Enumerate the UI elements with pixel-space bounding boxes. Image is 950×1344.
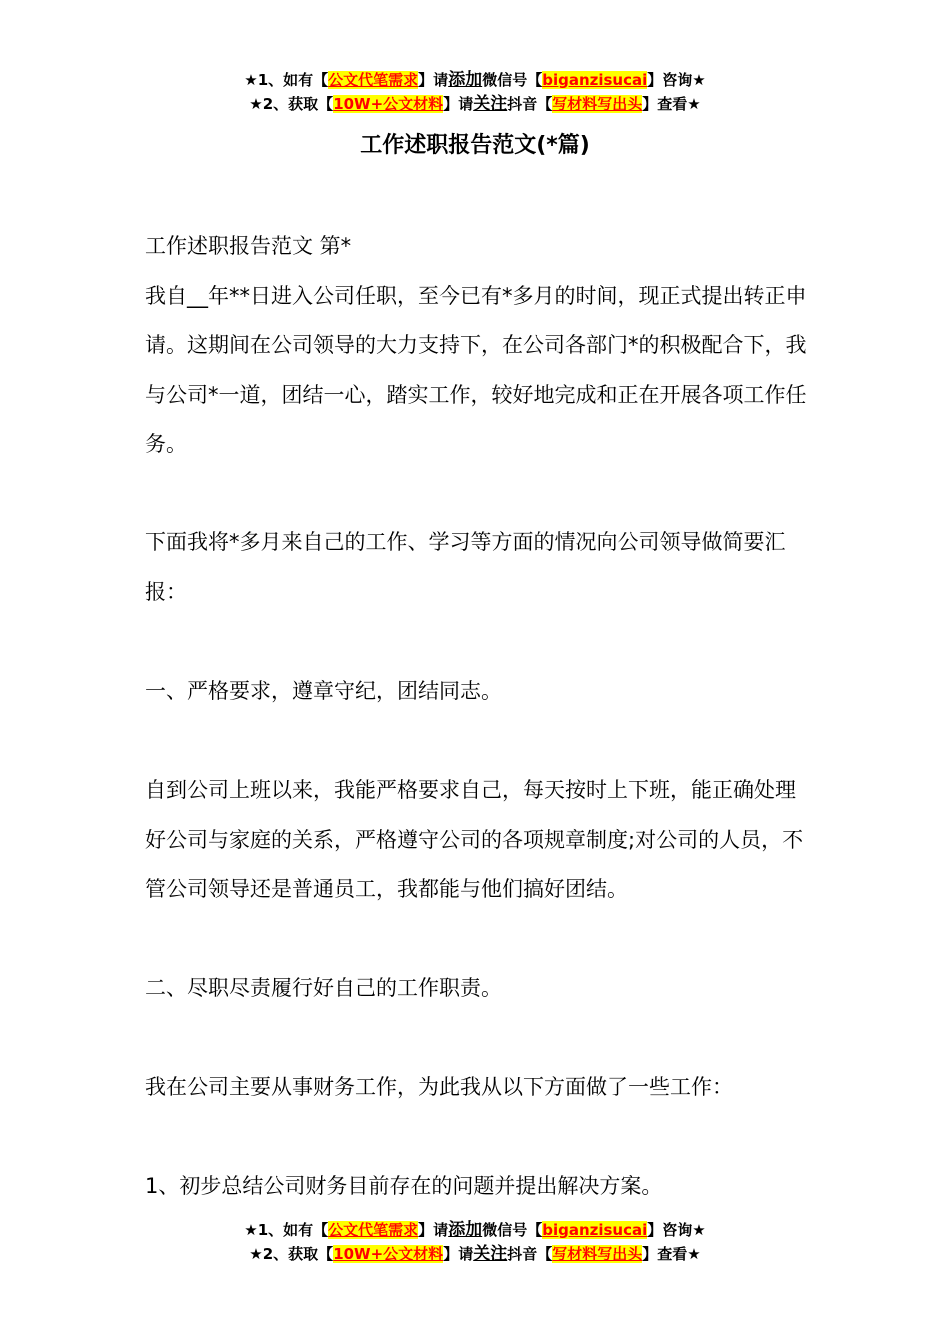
emphasis-text: 添加 (448, 1220, 483, 1240)
paragraph: 下面我将*多月来自己的工作、学习等方面的情况向公司领导做简要汇报： (145, 530, 786, 604)
highlight-douyin: 写材料写出头 (552, 1245, 643, 1263)
document-body (145, 1063, 810, 1113)
document-body (145, 1162, 810, 1212)
banner-text: 】查看★ (642, 1245, 701, 1263)
banner-text: ★2、获取【 (249, 1245, 334, 1263)
document-body (145, 964, 810, 1014)
banner-text: 】请 (418, 71, 449, 89)
highlight-wechat-id: biganzisucai (542, 1221, 648, 1239)
banner-text: 】请 (418, 1221, 449, 1239)
paragraph: 我自__年**日进入公司任职，至今已有*多月的时间，现正式提出转正申请。这期间在公司领导的大力支持下，在公司各部门*的积极配合下，我与公司*一道，团结一心，踏实工作，较好地完成和正在开展各项工作任务。 (145, 283, 807, 456)
emphasis-text: 添加 (448, 70, 483, 90)
header-banner (0, 68, 950, 116)
banner-text: ★1、如有【 (244, 71, 329, 89)
page-title: 工作述职报告范文(*篇) (360, 133, 590, 158)
highlight-materials: 10W+公文材料 (333, 95, 444, 113)
banner-line-2 (0, 92, 950, 116)
paragraph: 自到公司上班以来，我能严格要求自己，每天按时上下班，能正确处理好公司与家庭的关系，严格遵守公司的各项规章制度;对公司的人员，不管公司领导还是普通员工，我都能与他们搞好团结。 (145, 778, 804, 901)
emphasis-text: 关注 (473, 94, 508, 114)
banner-text: 微信号【 (482, 71, 543, 89)
banner-text: 】请 (443, 1245, 474, 1263)
list-item: 1、初步总结公司财务目前存在的问题并提出解决方案。 (145, 1174, 663, 1198)
banner-text: 微信号【 (482, 1221, 543, 1239)
banner-text: 】咨询★ (647, 71, 706, 89)
highlight-service: 公文代笔需求 (328, 71, 419, 89)
banner-line-2 (0, 1242, 950, 1266)
banner-text: ★1、如有【 (244, 1221, 329, 1239)
paragraph: 我在公司主要从事财务工作，为此我从以下方面做了一些工作： (145, 1075, 733, 1099)
highlight-wechat-id: biganzisucai (542, 71, 648, 89)
banner-text: ★2、获取【 (249, 95, 334, 113)
highlight-materials: 10W+公文材料 (333, 1245, 444, 1263)
highlight-service: 公文代笔需求 (328, 1221, 419, 1239)
banner-text: 抖音【 (507, 95, 553, 113)
paragraph-heading: 二、尽职尽责履行好自己的工作职责。 (145, 976, 502, 1000)
footer-banner (0, 1218, 950, 1266)
emphasis-text: 关注 (473, 1244, 508, 1264)
banner-text: 抖音【 (507, 1245, 553, 1263)
banner-text: 】请 (443, 95, 474, 113)
paragraph-heading: 一、严格要求，遵章守纪，团结同志。 (145, 679, 502, 703)
banner-line-1 (0, 1218, 950, 1242)
highlight-douyin: 写材料写出头 (552, 95, 643, 113)
banner-text: 】咨询★ (647, 1221, 706, 1239)
document-body (145, 222, 810, 470)
section-heading: 工作述职报告范文 第* (145, 234, 352, 258)
document-body (145, 518, 810, 617)
document-body (145, 766, 810, 915)
banner-line-1 (0, 68, 950, 92)
banner-text: 】查看★ (642, 95, 701, 113)
document-body (145, 667, 810, 717)
